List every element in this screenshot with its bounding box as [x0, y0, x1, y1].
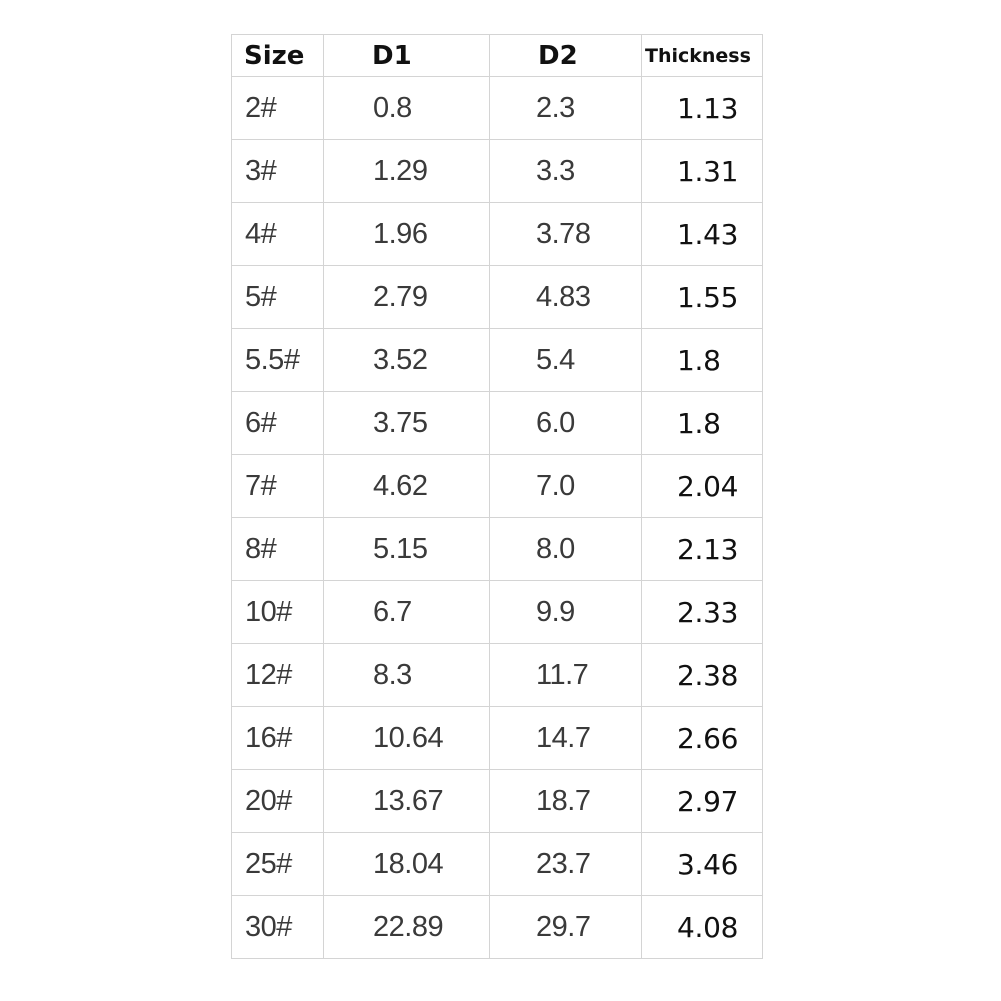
- header-d1: D1: [324, 35, 490, 77]
- cell-thickness: 4.08: [642, 896, 763, 959]
- table-row: [232, 644, 763, 707]
- cell-thickness: 1.31: [642, 140, 763, 203]
- table-row: [232, 392, 763, 455]
- cell-d2: 3.78: [490, 203, 642, 266]
- cell-thickness: 1.8: [642, 392, 763, 455]
- table-row: [232, 266, 763, 329]
- cell-thickness: 2.13: [642, 518, 763, 581]
- cell-d2: 3.3: [490, 140, 642, 203]
- cell-d2: 23.7: [490, 833, 642, 896]
- cell-d2: 29.7: [490, 896, 642, 959]
- size-table: [231, 34, 763, 959]
- cell-size: 4#: [232, 203, 324, 266]
- cell-size: 25#: [232, 833, 324, 896]
- cell-d2: 7.0: [490, 455, 642, 518]
- cell-d2: 14.7: [490, 707, 642, 770]
- cell-size: 3#: [232, 140, 324, 203]
- table-body: [232, 77, 763, 959]
- cell-size: 20#: [232, 770, 324, 833]
- table-row: [232, 896, 763, 959]
- cell-d1: 4.62: [324, 455, 490, 518]
- cell-d1: 5.15: [324, 518, 490, 581]
- cell-d1: 3.75: [324, 392, 490, 455]
- table-row: [232, 770, 763, 833]
- cell-size: 2#: [232, 77, 324, 140]
- cell-size: 5.5#: [232, 329, 324, 392]
- cell-d2: 4.83: [490, 266, 642, 329]
- cell-size: 8#: [232, 518, 324, 581]
- cell-d1: 0.8: [324, 77, 490, 140]
- cell-size: 12#: [232, 644, 324, 707]
- cell-size: 16#: [232, 707, 324, 770]
- cell-size: 5#: [232, 266, 324, 329]
- cell-d2: 18.7: [490, 770, 642, 833]
- cell-d1: 6.7: [324, 581, 490, 644]
- cell-d1: 13.67: [324, 770, 490, 833]
- cell-d1: 10.64: [324, 707, 490, 770]
- cell-thickness: 2.66: [642, 707, 763, 770]
- table-row: [232, 455, 763, 518]
- cell-size: 6#: [232, 392, 324, 455]
- cell-thickness: 1.8: [642, 329, 763, 392]
- cell-d2: 8.0: [490, 518, 642, 581]
- table-row: [232, 581, 763, 644]
- cell-size: 10#: [232, 581, 324, 644]
- cell-d2: 2.3: [490, 77, 642, 140]
- cell-thickness: 2.38: [642, 644, 763, 707]
- cell-d1: 2.79: [324, 266, 490, 329]
- cell-d1: 1.96: [324, 203, 490, 266]
- cell-d2: 5.4: [490, 329, 642, 392]
- table-row: [232, 707, 763, 770]
- cell-d2: 6.0: [490, 392, 642, 455]
- header-d2: D2: [490, 35, 642, 77]
- cell-d1: 18.04: [324, 833, 490, 896]
- cell-d1: 22.89: [324, 896, 490, 959]
- cell-d1: 3.52: [324, 329, 490, 392]
- cell-thickness: 1.55: [642, 266, 763, 329]
- header-size: Size: [232, 35, 324, 77]
- cell-thickness: 2.97: [642, 770, 763, 833]
- cell-size: 7#: [232, 455, 324, 518]
- cell-thickness: 1.43: [642, 203, 763, 266]
- table-row: [232, 518, 763, 581]
- cell-thickness: 2.04: [642, 455, 763, 518]
- cell-d2: 9.9: [490, 581, 642, 644]
- table-row: [232, 77, 763, 140]
- table-row: [232, 833, 763, 896]
- table-header: [232, 35, 763, 77]
- cell-thickness: 1.13: [642, 77, 763, 140]
- cell-d2: 11.7: [490, 644, 642, 707]
- cell-d1: 1.29: [324, 140, 490, 203]
- cell-d1: 8.3: [324, 644, 490, 707]
- cell-thickness: 2.33: [642, 581, 763, 644]
- table-row: [232, 203, 763, 266]
- header-row: [232, 35, 763, 77]
- cell-thickness: 3.46: [642, 833, 763, 896]
- table-row: [232, 329, 763, 392]
- table-row: [232, 140, 763, 203]
- cell-size: 30#: [232, 896, 324, 959]
- header-thickness: Thickness: [642, 35, 763, 77]
